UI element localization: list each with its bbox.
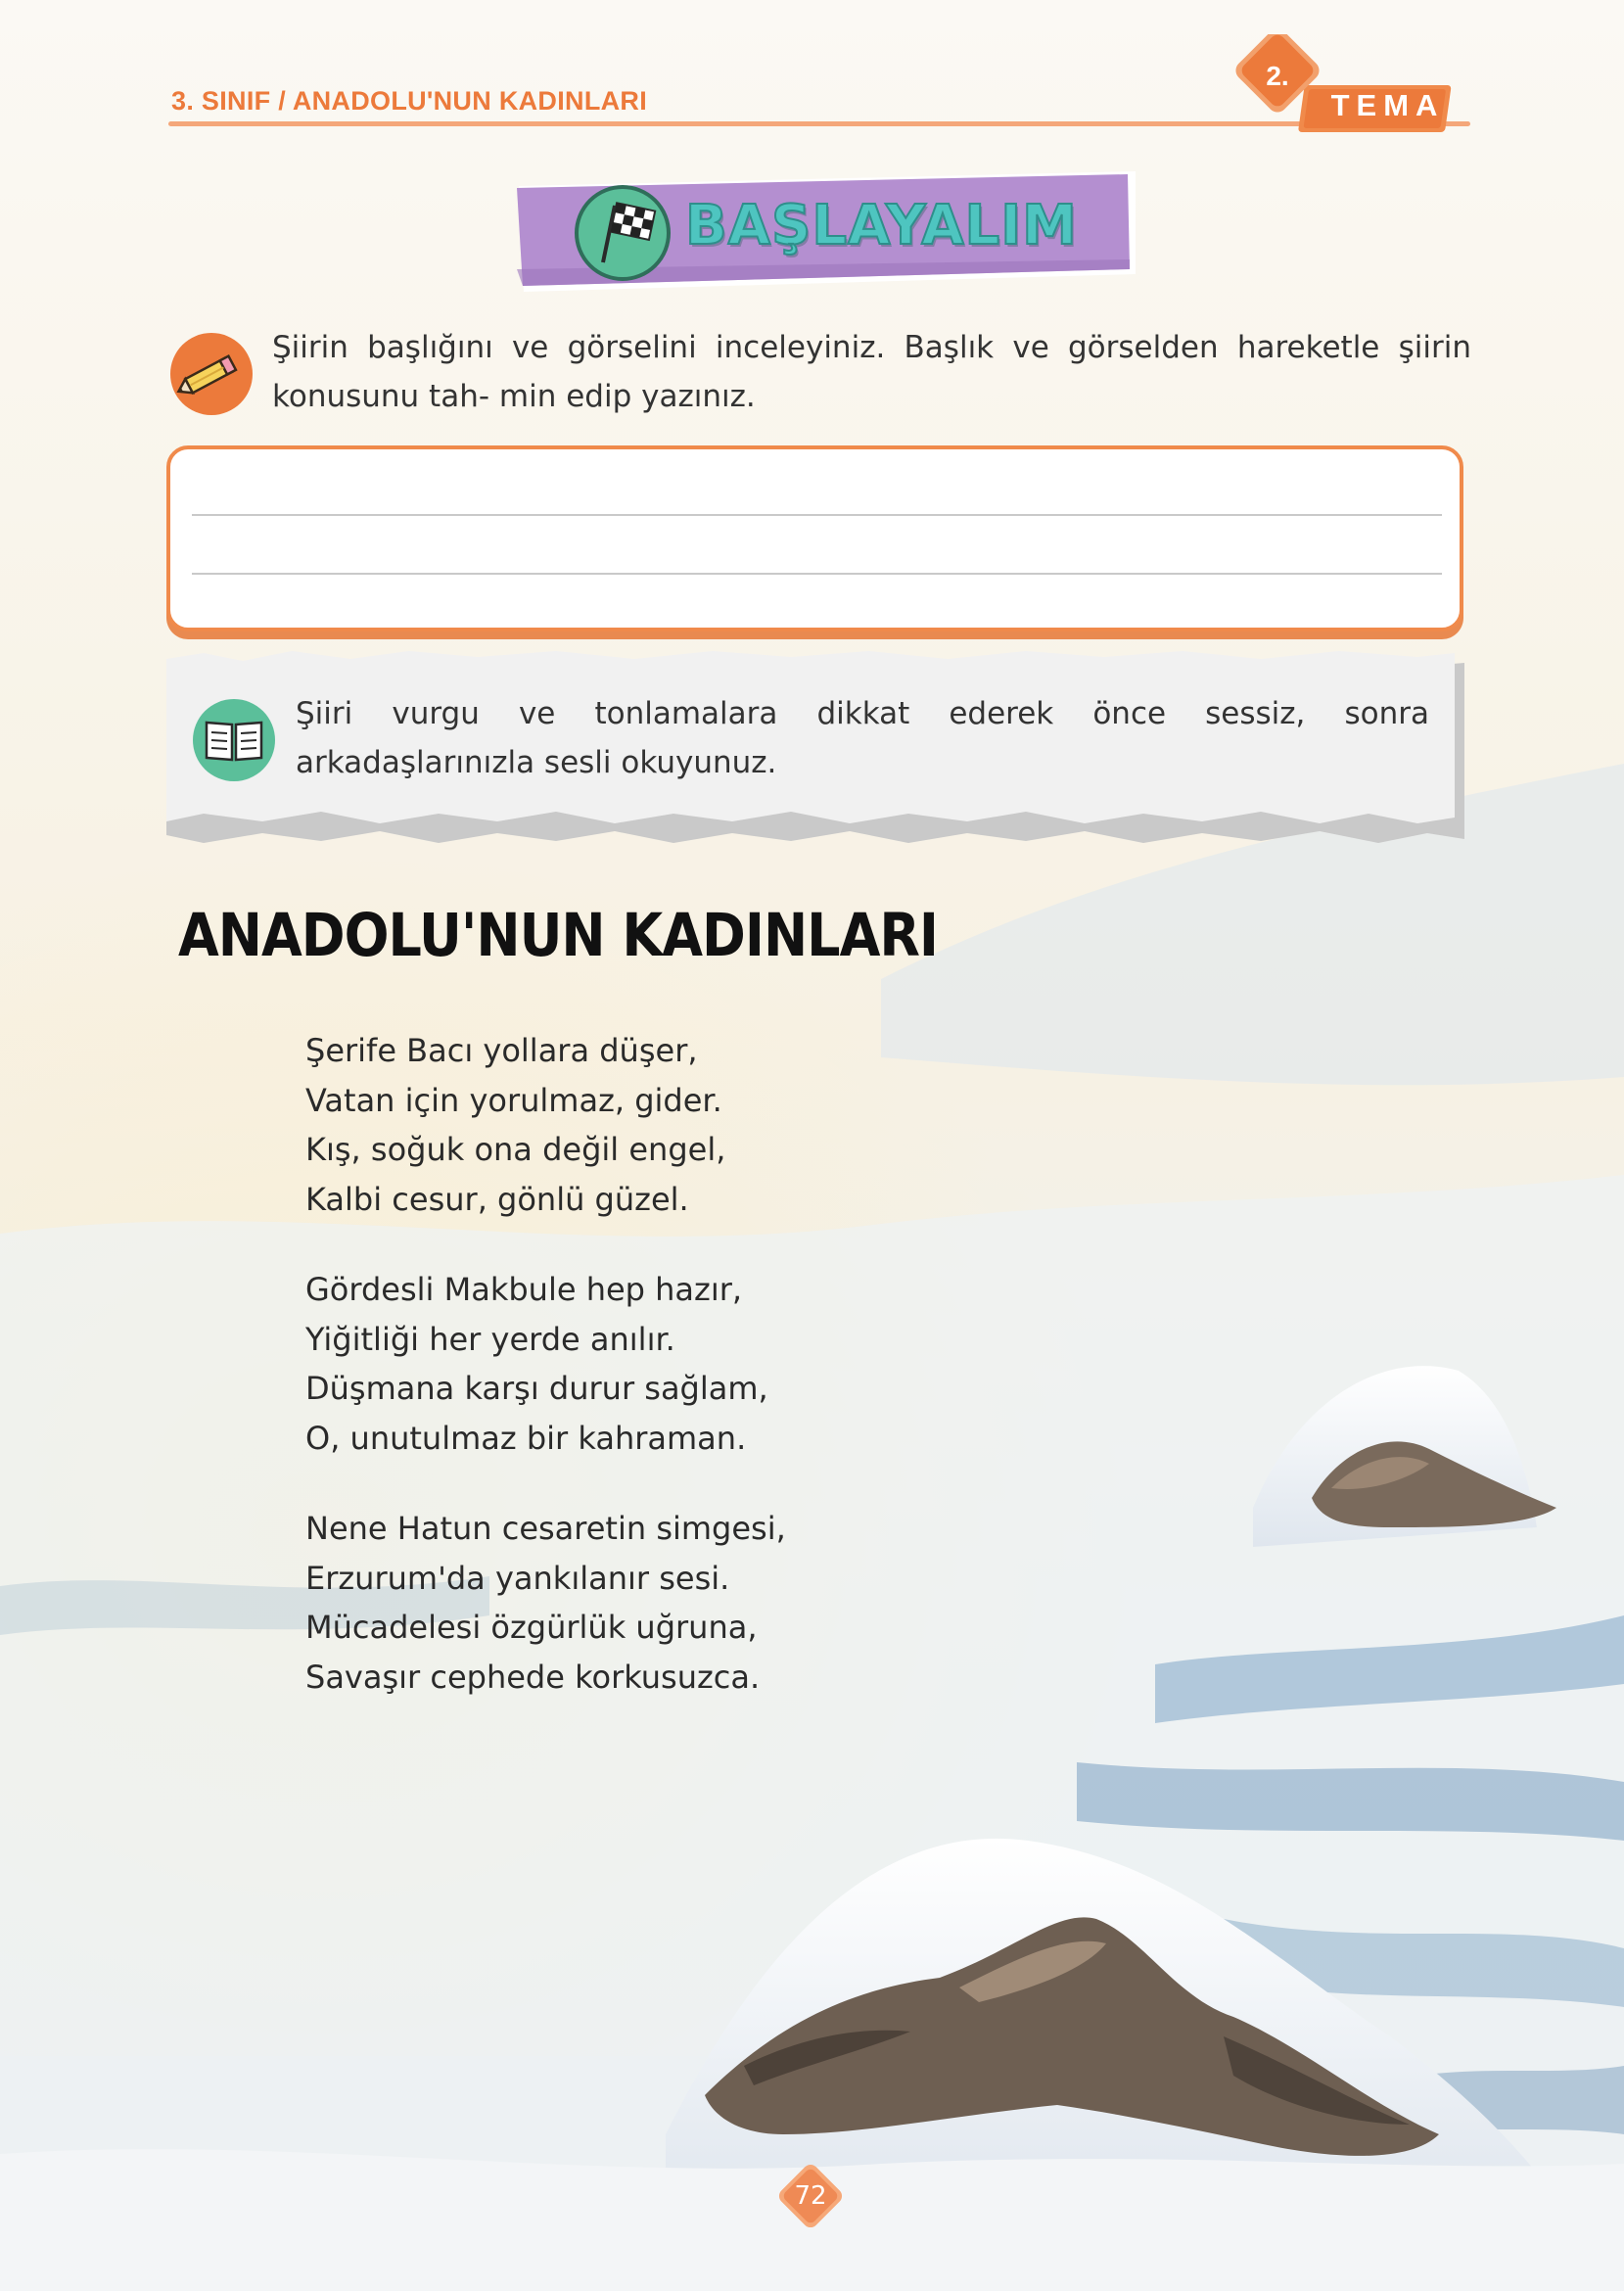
page-number: 72 <box>794 2181 827 2211</box>
poem-line: Vatan için yorulmaz, gider. <box>305 1081 722 1119</box>
poem-line: Nene Hatun cesaretin simgesi, <box>305 1510 786 1547</box>
poem-line: Savaşır cephede korkusuzca. <box>305 1658 761 1696</box>
section-banner-label: BAŞLAYALIM <box>685 194 1078 257</box>
write-instruction-text: Şiirin başlığını ve görselini inceleyiniz. Başlık ve görselden hareketle şiirin konusunu tah- min edip yazınız. <box>272 330 1471 414</box>
book-section-title: 3. SINIF / ANADOLU'NUN KADINLARI <box>171 86 648 116</box>
poem-line: Düşmana karşı durur sağlam, <box>305 1370 768 1407</box>
poem-line: Şerife Bacı yollara düşer, <box>305 1032 698 1069</box>
poem-line: Yiğitliği her yerde anılır. <box>305 1320 675 1358</box>
poem-body <box>305 1026 786 1743</box>
answer-box[interactable] <box>166 445 1463 631</box>
poem-line: Erzurum'da yankılanır sesi. <box>305 1559 730 1597</box>
poem-line: O, unutulmaz bir kahraman. <box>305 1419 747 1457</box>
poem-title: ANADOLU'NUN KADINLARI <box>178 901 939 970</box>
poem-line: Gördesli Makbule hep hazır, <box>305 1271 743 1308</box>
checkered-flag-icon <box>574 184 672 282</box>
poem-line: Kalbi cesur, gönlü güzel. <box>305 1180 689 1218</box>
poem-line: Kış, soğuk ona değil engel, <box>305 1131 726 1168</box>
poem-line: Mücadelesi özgürlük uğruna, <box>305 1609 758 1646</box>
book-icon <box>191 697 277 783</box>
pencil-icon <box>168 331 255 417</box>
poem-stanza <box>305 1026 786 1224</box>
read-instruction-text: Şiiri vurgu ve tonlamalara dikkat ederek önce sessiz, sonra arkadaşlarınızla sesli okuyunuz. <box>296 696 1429 780</box>
writing-line <box>192 514 1442 516</box>
poem-stanza <box>305 1504 786 1702</box>
poem-stanza <box>305 1265 786 1463</box>
theme-number: 2. <box>1266 61 1289 91</box>
theme-label: TEMA <box>1330 88 1445 122</box>
writing-line <box>192 573 1442 575</box>
